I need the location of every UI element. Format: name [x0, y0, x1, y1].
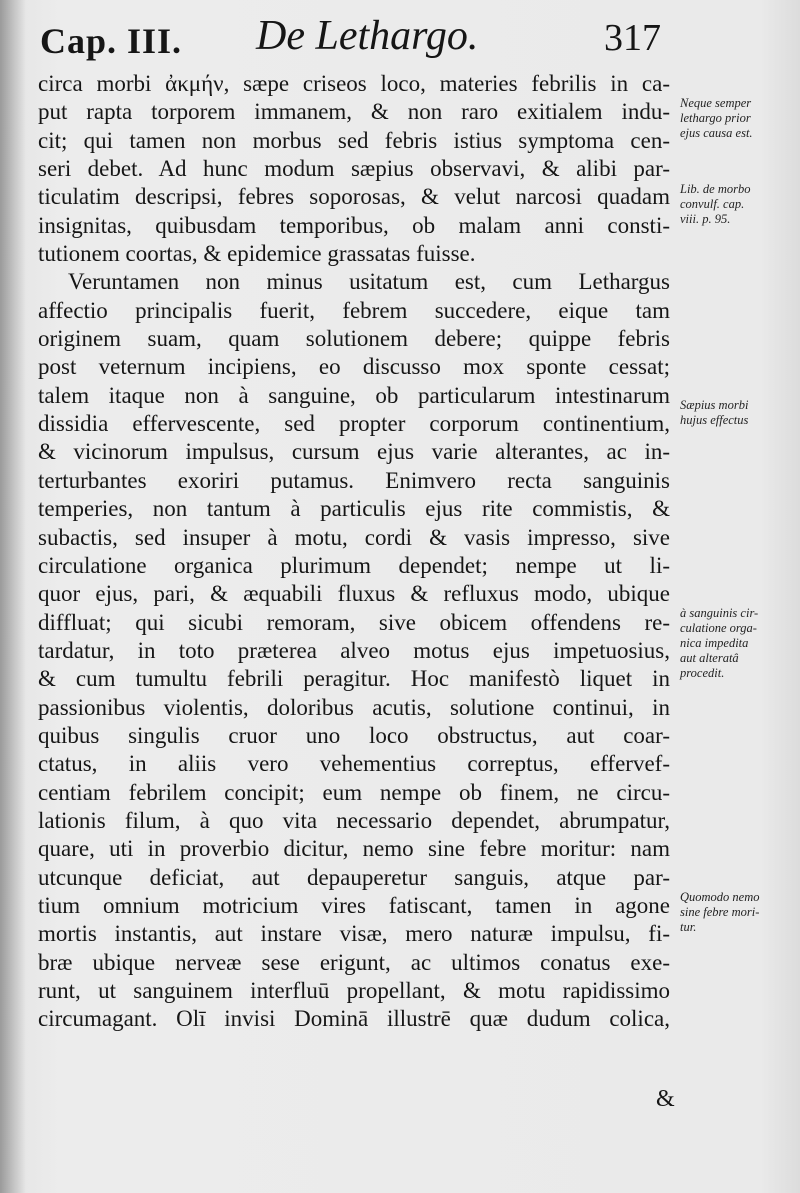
margin-note-line: Quomodo nemo — [680, 890, 760, 904]
text-line: put rapta torporem immanem, & non raro exitialem indu- — [38, 99, 670, 125]
text-line: & cum tumultu febrili peragitur. Hoc manifestò liquet in — [38, 666, 670, 692]
text-line: post veternum incipiens, eo discusso mox sponte cessat; — [38, 354, 670, 380]
running-header — [30, 6, 675, 68]
text-line: circumagant. Olī invisi Dominā illustrē quæ dudum colica, — [38, 1006, 670, 1032]
margin-note — [680, 182, 798, 227]
text-line: seri debet. Ad hunc modum sæpius observavi, & alibi par- — [38, 156, 670, 182]
margin-note-line: à sanguinis cir- — [680, 606, 759, 620]
text-line: lationis filum, à quo vita necessario dependet, abrumpatur, — [38, 807, 670, 833]
text-line: utcunque deficiat, aut depauperetur sanguis, atque par- — [38, 864, 670, 890]
margin-note-line: culatione orga- — [680, 621, 757, 635]
margin-note-line: tur. — [680, 920, 697, 934]
text-line: talem itaque non à sanguine, ob particularum intestinarum — [38, 382, 670, 408]
text-line: tutionem coortas, & epidemice grassatas fuisse. — [38, 241, 476, 267]
margin-note — [680, 398, 798, 428]
margin-note — [680, 890, 798, 935]
margin-note-line: Neque semper — [680, 96, 752, 110]
body-text — [38, 70, 670, 1034]
margin-note-line: lethargo prior — [680, 111, 751, 125]
text-line: originem suam, quam solutionem debere; quippe febris — [38, 326, 670, 352]
margin-note-line: ejus causa est. — [680, 126, 753, 140]
margin-note — [680, 606, 798, 681]
margin-note-line: hujus effectus — [680, 413, 749, 427]
margin-note-line: convulf. cap. — [680, 197, 745, 211]
text-line: quor ejus, pari, & æquabili fluxus & refluxus modo, ubique — [38, 581, 670, 607]
text-line: tium omnium motricium vires fatiscant, tamen in agone — [38, 892, 670, 918]
margin-note-line: aut alteratâ — [680, 651, 739, 665]
margin-note-line: Lib. de morbo — [680, 182, 751, 196]
catchword: & — [656, 1086, 675, 1112]
text-line: centiam febrilem concipit; eum nempe ob finem, ne circu- — [38, 779, 670, 805]
text-line: mortis instantis, aut instare visæ, mero naturæ impulsu, fi- — [38, 921, 670, 947]
text-line: tardatur, in toto præterea alveo motus ejus impetuosius, — [38, 637, 670, 663]
text-line: circa morbi ἀκμήν, sæpe criseos loco, materies febrilis in ca- — [38, 71, 670, 96]
running-title: De Lethargo. — [256, 13, 479, 59]
text-line: quare, uti in proverbio dicitur, nemo sine febre moritur: nam — [38, 836, 670, 862]
text-line: circulatione organica plurimum dependet; nempe ut li- — [38, 552, 670, 578]
text-line: insignitas, quibusdam temporibus, ob malam anni consti- — [38, 212, 670, 238]
margin-note — [680, 96, 798, 141]
text-line: ctatus, in aliis vero vehementius correptus, effervef- — [38, 751, 670, 777]
margin-note-line: procedit. — [680, 666, 725, 680]
margin-note-line: sine febre mori- — [680, 905, 760, 919]
text-line: affectio principalis fuerit, febrem succedere, eique tam — [38, 297, 670, 323]
text-line: cit; qui tamen non morbus sed febris istius symptoma cen- — [38, 127, 670, 153]
margin-note-line: Sæpius morbi — [680, 398, 749, 412]
text-line: runt, ut sanguinem interfluū propellant, & motu rapidissimo — [38, 978, 670, 1003]
page-gutter-shadow — [0, 0, 26, 1193]
chapter-label: Cap. III. — [40, 21, 183, 61]
text-line: quibus singulis cruor uno loco obstructus, aut coar- — [38, 722, 670, 748]
text-line: Veruntamen non minus usitatum est, cum Lethargus — [68, 269, 670, 295]
page-number: 317 — [604, 17, 661, 59]
text-line: passionibus violentis, doloribus acutis, solutione continui, in — [38, 694, 670, 720]
text-line: terturbantes exoriri putamus. Enimvero recta sanguinis — [38, 467, 670, 493]
text-line: temperies, non tantum à particulis ejus rite commistis, & — [38, 496, 670, 522]
text-line: diffluat; qui sicubi remoram, sive obicem offendens re- — [38, 609, 670, 635]
text-line: subactis, sed insuper à motu, cordi & vasis impresso, sive — [38, 524, 670, 550]
text-line: bræ ubique nerveæ sese erigunt, ac ultimos conatus exe- — [38, 949, 670, 975]
text-line: dissidia effervescente, sed propter corporum continentium, — [38, 411, 670, 437]
text-line: ticulatim descripsi, febres soporosas, & velut narcosi quadam — [38, 184, 670, 210]
text-line: & vicinorum impulsus, cursum ejus varie alterantes, ac in- — [38, 439, 670, 465]
margin-note-line: viii. p. 95. — [680, 212, 731, 226]
margin-note-line: nica impedita — [680, 636, 749, 650]
